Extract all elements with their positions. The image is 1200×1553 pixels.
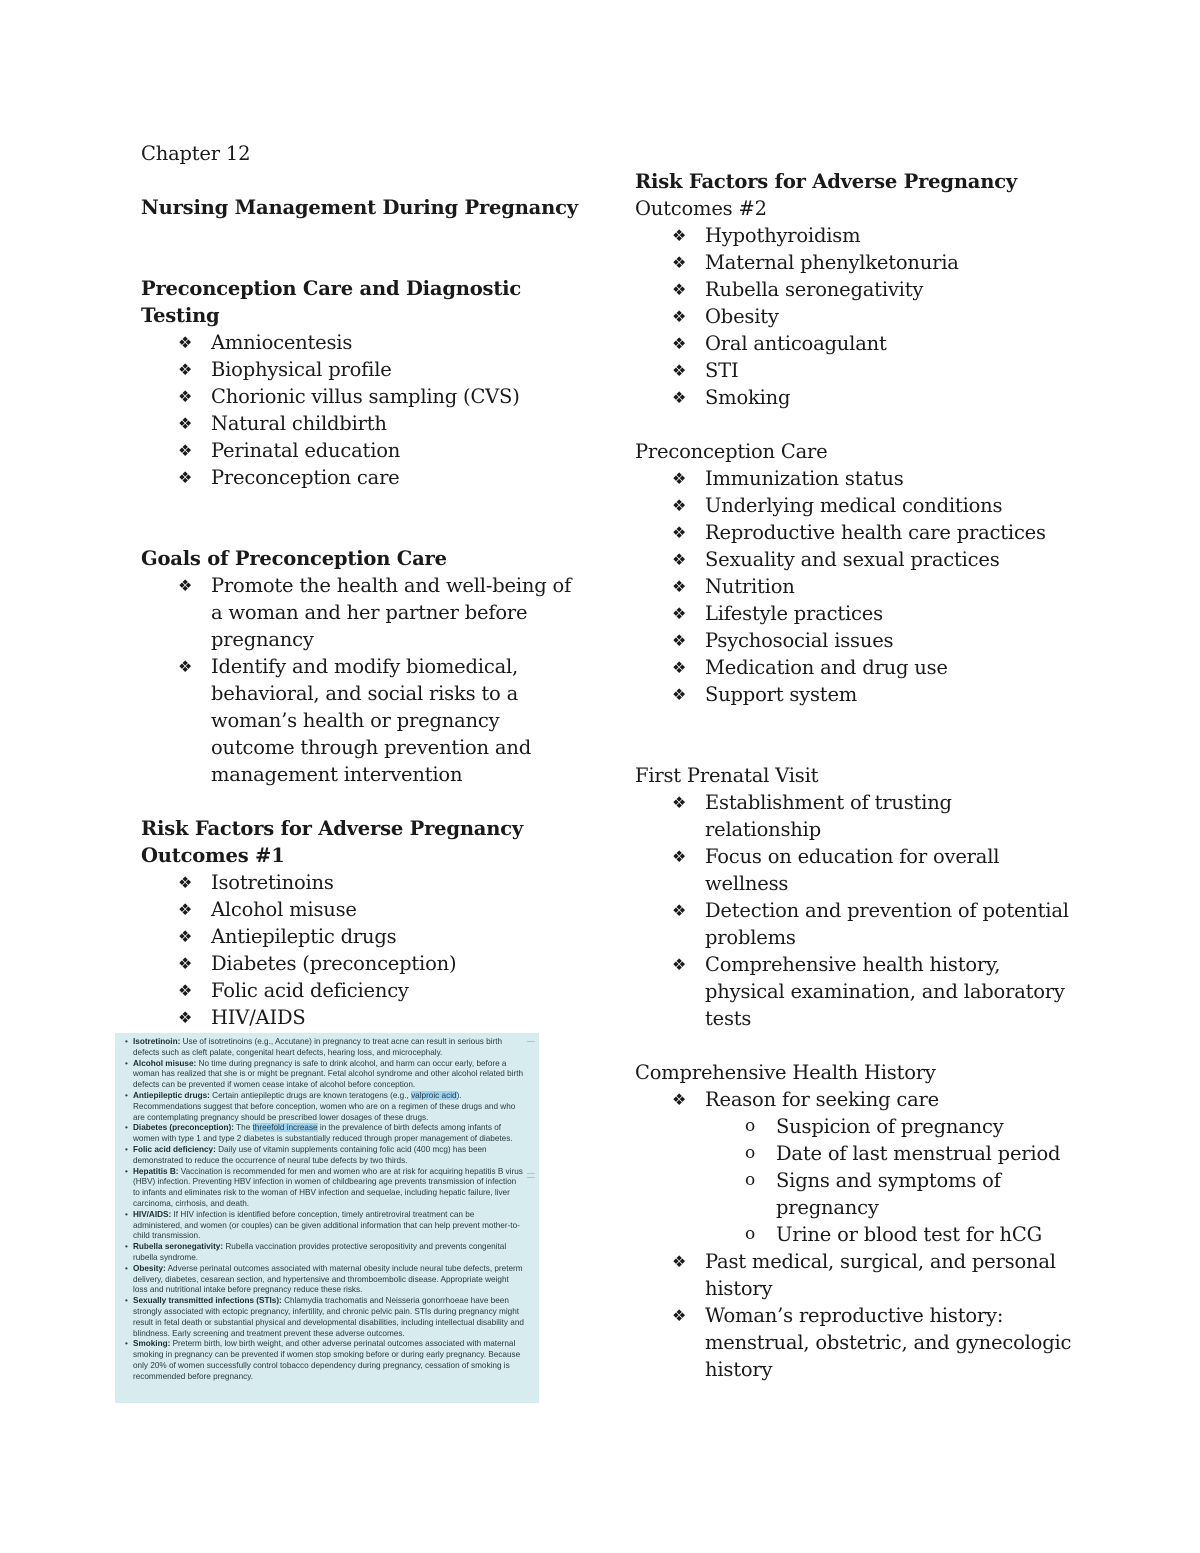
diamond-bullet-icon: ❖ <box>672 631 687 650</box>
diamond-bullet-icon: ❖ <box>672 334 687 353</box>
circle-bullet-icon: o <box>745 1143 756 1163</box>
diamond-bullet-icon: ❖ <box>672 577 687 596</box>
diamond-bullet-icon: ❖ <box>178 576 193 595</box>
list-item-text: Hypothyroidism <box>705 224 861 247</box>
list-item-text: Folic acid deficiency <box>211 979 409 1002</box>
list-item-text: Reason for seeking care <box>705 1088 940 1111</box>
list-item-text: Rubella seronegativity <box>705 278 924 301</box>
diamond-bullet-icon: ❖ <box>672 955 687 974</box>
excerpt-entry: • Antiepileptic drugs: Certain antiepileptic drugs are known teratogens (e.g., valproic acid). Recommendations suggest that before conception, women who are on a regimen of these drugs and who are contemplating pregnancy should be prescribed lower dosages of these drugs. <box>125 1090 516 1122</box>
list-item <box>672 654 1085 681</box>
sub-list-item <box>743 1140 1085 1167</box>
list-item <box>178 950 581 977</box>
diamond-bullet-icon: ❖ <box>672 1252 687 1271</box>
list-item <box>672 627 1085 654</box>
list-item-text: Isotretinoins <box>211 871 334 894</box>
sub-list-item-text: Urine or blood test for hCG <box>776 1223 1042 1246</box>
list-item-text: Alcohol misuse <box>211 898 357 921</box>
list-item <box>672 600 1085 627</box>
diamond-bullet-icon: ❖ <box>178 387 193 406</box>
list-item-text: Psychosocial issues <box>705 629 894 652</box>
preconception-diagnostic-heading <box>141 275 581 329</box>
list-item-text: Identify and modify biomedical, behavioral, and social risks to a woman’s health or pregnancy outcome through prevention and management intervention <box>211 655 531 786</box>
excerpt-entry: • Smoking: Preterm birth, low birth weight, and other adverse perinatal outcomes associated with maternal smoking in pregnancy can be prevented if women stop smoking before or during early pregnancy. Because only 20% of women successfully control tobacco dependency during pregnancy, cessation of smoking is recommended before pregnancy. <box>125 1339 521 1381</box>
preconception-diagnostic-list <box>141 329 581 491</box>
diamond-bullet-icon: ❖ <box>672 901 687 920</box>
preconception-care-heading: Preconception Care <box>635 440 828 463</box>
list-item-text: Natural childbirth <box>211 412 387 435</box>
list-item <box>672 330 1085 357</box>
list-item-text: HIV/AIDS <box>211 1006 306 1029</box>
circle-bullet-icon: o <box>745 1170 756 1190</box>
list-item <box>672 384 1085 411</box>
diamond-bullet-icon: ❖ <box>178 954 193 973</box>
list-item-text: Nutrition <box>705 575 795 598</box>
margin-marker <box>527 1041 535 1042</box>
sub-list-item-text: Signs and symptoms of pregnancy <box>776 1169 1001 1219</box>
diamond-bullet-icon: ❖ <box>178 873 193 892</box>
list-item <box>178 977 581 1004</box>
diamond-bullet-icon: ❖ <box>672 685 687 704</box>
diamond-bullet-icon: ❖ <box>672 550 687 569</box>
risk-factors-1-heading <box>141 815 581 869</box>
margin-marker <box>527 1177 535 1178</box>
diamond-bullet-icon: ❖ <box>672 604 687 623</box>
diamond-bullet-icon: ❖ <box>672 1090 687 1109</box>
list-item <box>178 437 581 464</box>
textbook-excerpt-image <box>115 1033 539 1403</box>
list-item-text: Antiepileptic drugs <box>211 925 397 948</box>
left-column <box>141 140 581 1031</box>
list-item-text: Reproductive health care practices <box>705 521 1046 544</box>
diamond-bullet-icon: ❖ <box>672 793 687 812</box>
diamond-bullet-icon: ❖ <box>672 469 687 488</box>
document-title: Nursing Management During Pregnancy <box>141 196 578 219</box>
list-item <box>178 464 581 491</box>
diamond-bullet-icon: ❖ <box>672 847 687 866</box>
list-item <box>178 329 581 356</box>
excerpt-entry: • Folic acid deficiency: Daily use of vitamin supplements containing folic acid (400 mcg) has been demonstrated to reduce the occurrence of neural tube defects by two thirds. <box>125 1144 487 1165</box>
list-item-text: Detection and prevention of potential problems <box>705 899 1069 949</box>
list-item-text: Focus on education for overall wellness <box>705 845 1000 895</box>
right-column <box>635 168 1085 1383</box>
list-item-text: Obesity <box>705 305 779 328</box>
diamond-bullet-icon: ❖ <box>178 441 193 460</box>
list-item <box>672 1302 1085 1383</box>
diamond-bullet-icon: ❖ <box>672 1306 687 1325</box>
margin-marker <box>527 1173 535 1174</box>
diamond-bullet-icon: ❖ <box>178 468 193 487</box>
list-item <box>178 410 581 437</box>
list-item-text: Woman’s reproductive history: menstrual, obstetric, and gynecologic history <box>705 1304 1072 1381</box>
list-item <box>672 303 1085 330</box>
excerpt-entry: • Isotretinoin: Use of isotretinoins (e.g., Accutane) in pregnancy to treat acne can result in serious birth defects such as cleft palate, congenital heart defects, hearing loss, and microcephaly. <box>125 1037 503 1057</box>
excerpt-entry: • Rubella seronegativity: Rubella vaccination provides protective seropositivity and prevents congenital rubella syndrome. <box>125 1242 507 1262</box>
diamond-bullet-icon: ❖ <box>672 496 687 515</box>
list-item-text: Comprehensive health history, physical examination, and laboratory tests <box>705 953 1065 1030</box>
goals-heading: Goals of Preconception Care <box>141 547 447 570</box>
list-item-text: Amniocentesis <box>211 331 353 354</box>
list-item-text: Past medical, surgical, and personal history <box>705 1250 1056 1300</box>
list-item-text: Medication and drug use <box>705 656 948 679</box>
list-item <box>178 923 581 950</box>
diamond-bullet-icon: ❖ <box>672 523 687 542</box>
list-item-text: Lifestyle practices <box>705 602 883 625</box>
list-item-text: Support system <box>705 683 858 706</box>
list-item <box>178 356 581 383</box>
list-item <box>672 222 1085 249</box>
list-item <box>672 843 1085 897</box>
list-item <box>672 249 1085 276</box>
diamond-bullet-icon: ❖ <box>178 927 193 946</box>
list-item <box>672 357 1085 384</box>
list-item <box>672 546 1085 573</box>
excerpt-entry: • Obesity: Adverse perinatal outcomes associated with maternal obesity include neural tube defects, preterm delivery, diabetes, cesarean section, and hypertensive and thromboembolic disease. Appropriate weight loss and nutritional intake before pregnancy reduce these risks. <box>125 1263 523 1295</box>
highlighted-text: threefold increase <box>252 1123 318 1133</box>
diamond-bullet-icon: ❖ <box>672 226 687 245</box>
list-item-text: Underlying medical conditions <box>705 494 1003 517</box>
diamond-bullet-icon: ❖ <box>672 388 687 407</box>
list-item-text: Immunization status <box>705 467 904 490</box>
diamond-bullet-icon: ❖ <box>672 361 687 380</box>
list-item <box>672 789 1085 843</box>
excerpt-entry: • Alcohol misuse: No time during pregnancy is safe to drink alcohol, and harm can occur early, before a woman has realized that she is or might be pregnant. Fetal alcohol syndrome and other alcohol related birth defects can be prevented if women cease intake of alcohol before conception. <box>125 1058 524 1090</box>
diamond-bullet-icon: ❖ <box>178 657 193 676</box>
list-item <box>672 1248 1085 1302</box>
preconception-care-list <box>635 465 1085 708</box>
list-item <box>672 492 1085 519</box>
list-item <box>178 896 581 923</box>
diamond-bullet-icon: ❖ <box>672 280 687 299</box>
list-item-text: Preconception care <box>211 466 400 489</box>
diamond-bullet-icon: ❖ <box>672 658 687 677</box>
list-item-text: Perinatal education <box>211 439 401 462</box>
list-item-text: Diabetes (preconception) <box>211 952 457 975</box>
list-item-text: STI <box>705 359 739 382</box>
diamond-bullet-icon: ❖ <box>178 360 193 379</box>
list-item <box>178 1004 581 1031</box>
circle-bullet-icon: o <box>745 1116 756 1136</box>
diamond-bullet-icon: ❖ <box>178 333 193 352</box>
risk-factors-2-subheading: Outcomes #2 <box>635 197 767 220</box>
first-prenatal-visit-heading: First Prenatal Visit <box>635 764 819 787</box>
risk-factors-2-list <box>635 222 1085 411</box>
list-item <box>672 951 1085 1032</box>
list-item <box>178 572 581 653</box>
heading-line: Testing <box>141 304 220 327</box>
diamond-bullet-icon: ❖ <box>672 253 687 272</box>
list-item-text: Promote the health and well-being of a woman and her partner before pregnancy <box>211 574 572 651</box>
sub-list-item <box>743 1113 1085 1140</box>
list-item <box>672 1086 1085 1248</box>
health-history-list <box>635 1086 1085 1383</box>
list-item <box>672 897 1085 951</box>
list-item-text: Smoking <box>705 386 791 409</box>
diamond-bullet-icon: ❖ <box>178 414 193 433</box>
list-item <box>178 653 581 788</box>
sub-list-item <box>743 1167 1085 1221</box>
sub-list-item-text: Date of last menstrual period <box>776 1142 1061 1165</box>
sub-list <box>705 1113 1085 1248</box>
risk-factors-2-heading: Risk Factors for Adverse Pregnancy <box>635 170 1018 193</box>
list-item <box>672 573 1085 600</box>
sub-list-item <box>743 1221 1085 1248</box>
diamond-bullet-icon: ❖ <box>672 307 687 326</box>
excerpt-entry: • Diabetes (preconception): The threefold increase in the prevalence of birth defects among infants of women with type 1 and type 2 diabetes is substantially reduced through proper management of diabetes. <box>125 1123 513 1144</box>
list-item <box>672 465 1085 492</box>
goals-list <box>141 572 581 788</box>
sub-list-item-text: Suspicion of pregnancy <box>776 1115 1004 1138</box>
list-item <box>672 519 1085 546</box>
first-prenatal-visit-list <box>635 789 1085 1032</box>
heading-line: Risk Factors for Adverse Pregnancy <box>141 817 524 840</box>
excerpt-entry: • HIV/AIDS: If HIV infection is identified before conception, timely antiretroviral treatment can be administered, and women (or couples) can be given additional information that can help prevent mother-to-child transmission. <box>125 1209 520 1241</box>
risk-factors-1-list <box>141 869 581 1031</box>
list-item <box>672 276 1085 303</box>
highlighted-text: valproic acid <box>411 1090 457 1100</box>
list-item-text: Biophysical profile <box>211 358 392 381</box>
excerpt-entry: • Hepatitis B: Vaccination is recommended for men and women who are at risk for acquiring hepatitis B virus (HBV) infection. Preventing HBV infection in women of childbearing age prevents transmission of infection to infants and eliminates risk to the woman of HBV infection and sequelae, including hepatic failure, liver carcinoma, cirrhosis, and death. <box>125 1166 523 1208</box>
list-item <box>672 681 1085 708</box>
diamond-bullet-icon: ❖ <box>178 900 193 919</box>
excerpt-entry: • Sexually transmitted infections (STIs): Chlamydia trachomatis and Neisseria gonorrhoeae have been strongly associated with ectopic pregnancy, infertility, and chronic pelvic pain. STIs during pregnancy might result in fetal death or substantial physical and developmental disabilities, including intellectual disability and blindness. Early screening and treatment prevent these adverse outcomes. <box>125 1296 524 1338</box>
list-item-text: Maternal phenylketonuria <box>705 251 959 274</box>
list-item <box>178 869 581 896</box>
list-item-text: Establishment of trusting relationship <box>705 791 952 841</box>
list-item-text: Sexuality and sexual practices <box>705 548 1000 571</box>
heading-line: Preconception Care and Diagnostic <box>141 277 522 300</box>
diamond-bullet-icon: ❖ <box>178 1008 193 1027</box>
list-item-text: Chorionic villus sampling (CVS) <box>211 385 520 408</box>
chapter-label: Chapter 12 <box>141 142 251 165</box>
diamond-bullet-icon: ❖ <box>178 981 193 1000</box>
list-item-text: Oral anticoagulant <box>705 332 887 355</box>
health-history-heading: Comprehensive Health History <box>635 1061 936 1084</box>
circle-bullet-icon: o <box>745 1224 756 1244</box>
list-item <box>178 383 581 410</box>
heading-line: Outcomes #1 <box>141 844 285 867</box>
